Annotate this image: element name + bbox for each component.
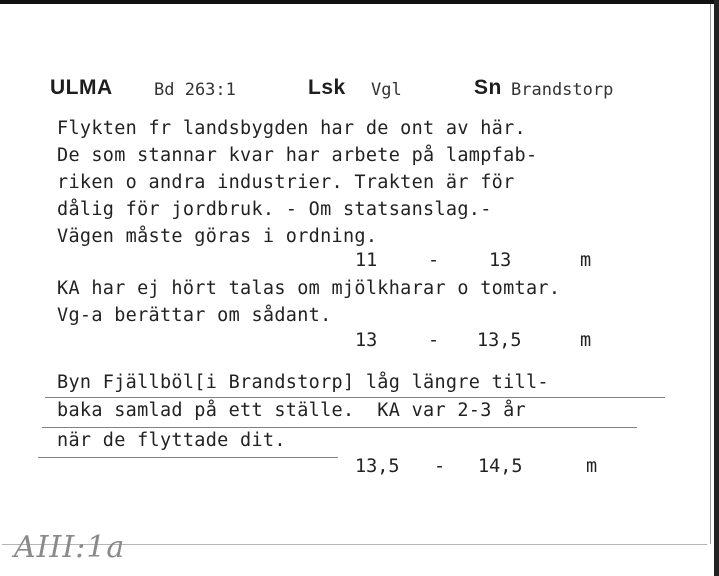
range-to: 13,5 bbox=[477, 330, 522, 351]
card-right-edge bbox=[714, 0, 719, 576]
range-to: 13 bbox=[489, 250, 512, 271]
text-line: riken o andra industrier. Trakten är för bbox=[57, 172, 515, 193]
handwritten-note: AIII:1a bbox=[14, 530, 126, 565]
volume-reference: Bd 263:1 bbox=[154, 80, 236, 100]
text-line: KA har ej hört talas om mjölkharar o tomtar. bbox=[57, 278, 561, 299]
sn-label: Sn bbox=[474, 76, 502, 99]
range-unit: m bbox=[580, 250, 592, 271]
text-line: baka samlad på ett ställe. KA var 2-3 år bbox=[57, 400, 526, 421]
text-line: dålig för jordbruk. - Om statsanslag.- bbox=[57, 199, 492, 220]
range-dash: - bbox=[428, 250, 440, 271]
range-unit: m bbox=[586, 456, 598, 477]
red-underline bbox=[38, 457, 338, 458]
range-dash: - bbox=[428, 330, 440, 351]
sn-value: Brandstorp bbox=[511, 80, 614, 100]
text-line: Vägen måste göras i ordning. bbox=[57, 226, 378, 247]
range-dash: - bbox=[434, 456, 446, 477]
red-underline bbox=[42, 427, 637, 428]
red-underline bbox=[45, 397, 665, 398]
card-header bbox=[50, 76, 660, 106]
text-line: De som stannar kvar har arbete på lampfab- bbox=[57, 145, 538, 166]
text-line: Vg-a berättar om sådant. bbox=[57, 305, 332, 326]
text-line: Byn Fjällböl[i Brandstorp] låg längre till- bbox=[57, 372, 549, 393]
range-unit: m bbox=[580, 330, 592, 351]
range-to: 14,5 bbox=[478, 456, 523, 477]
lsk-label: Lsk bbox=[308, 76, 346, 99]
text-line: när de flyttade dit. bbox=[57, 430, 286, 451]
text-line: Flykten fr landsbygden har de ont av här. bbox=[57, 118, 526, 139]
range-from: 11 bbox=[355, 250, 378, 271]
range-from: 13 bbox=[355, 330, 378, 351]
archive-label: ULMA bbox=[50, 76, 113, 99]
range-from: 13,5 bbox=[355, 456, 400, 477]
lsk-value: Vgl bbox=[371, 80, 402, 100]
card-right-border bbox=[710, 4, 711, 544]
